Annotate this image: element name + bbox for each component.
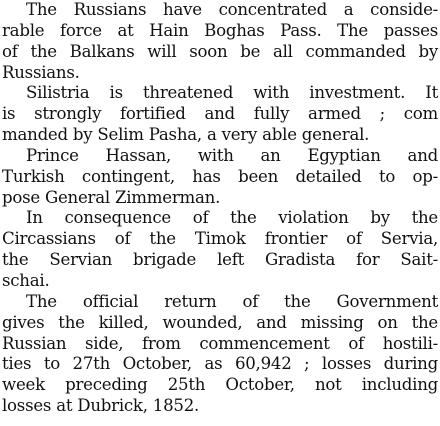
text-line: week preceding 25th October, not including: [2, 375, 438, 395]
text-line: the Servian brigade left Gradista for Sait-: [2, 250, 438, 270]
paragraph-silistria: [2, 83, 438, 146]
text-line: Silistria is threatened with investment. It: [26, 83, 438, 103]
text-line: rable force at Hain Boghas Pass. The passes: [2, 20, 438, 40]
text-line: Russian side, from commencement of hostili-: [2, 333, 438, 353]
text-line: of the Balkans will soon be all commanded by: [2, 41, 438, 61]
text-line: schai.: [2, 270, 50, 290]
text-line: pose General Zimmerman.: [2, 187, 221, 207]
paragraph-official-return: [2, 292, 438, 417]
text-line: losses at Dubrick, 1852.: [2, 396, 200, 416]
text-line: Turkish contingent, has been detailed to op-: [2, 166, 438, 186]
text-line: Prince Hassan, with an Egyptian and: [26, 145, 438, 165]
text-line: Circassians of the Timok frontier of Servia,: [2, 229, 438, 249]
text-line: In consequence of the violation by the: [26, 208, 438, 228]
text-line: The official return of the Government: [26, 291, 438, 311]
text-line: ties to 27th October, as 60,942 ; losses during: [2, 354, 438, 374]
paragraph-russians-concentrated: [2, 0, 438, 83]
news-column: [2, 0, 438, 417]
text-line: is strongly fortified and fully armed ; com: [2, 104, 438, 124]
text-line: gives the killed, wounded, and missing on the: [2, 312, 438, 332]
text-line: The Russians have concentrated a conside-: [26, 0, 438, 19]
paragraph-prince-hassan: [2, 146, 438, 209]
text-line: manded by Selim Pasha, a very able general.: [2, 125, 370, 145]
paragraph-servian-brigade: [2, 208, 438, 291]
text-line: Russians.: [2, 62, 80, 82]
